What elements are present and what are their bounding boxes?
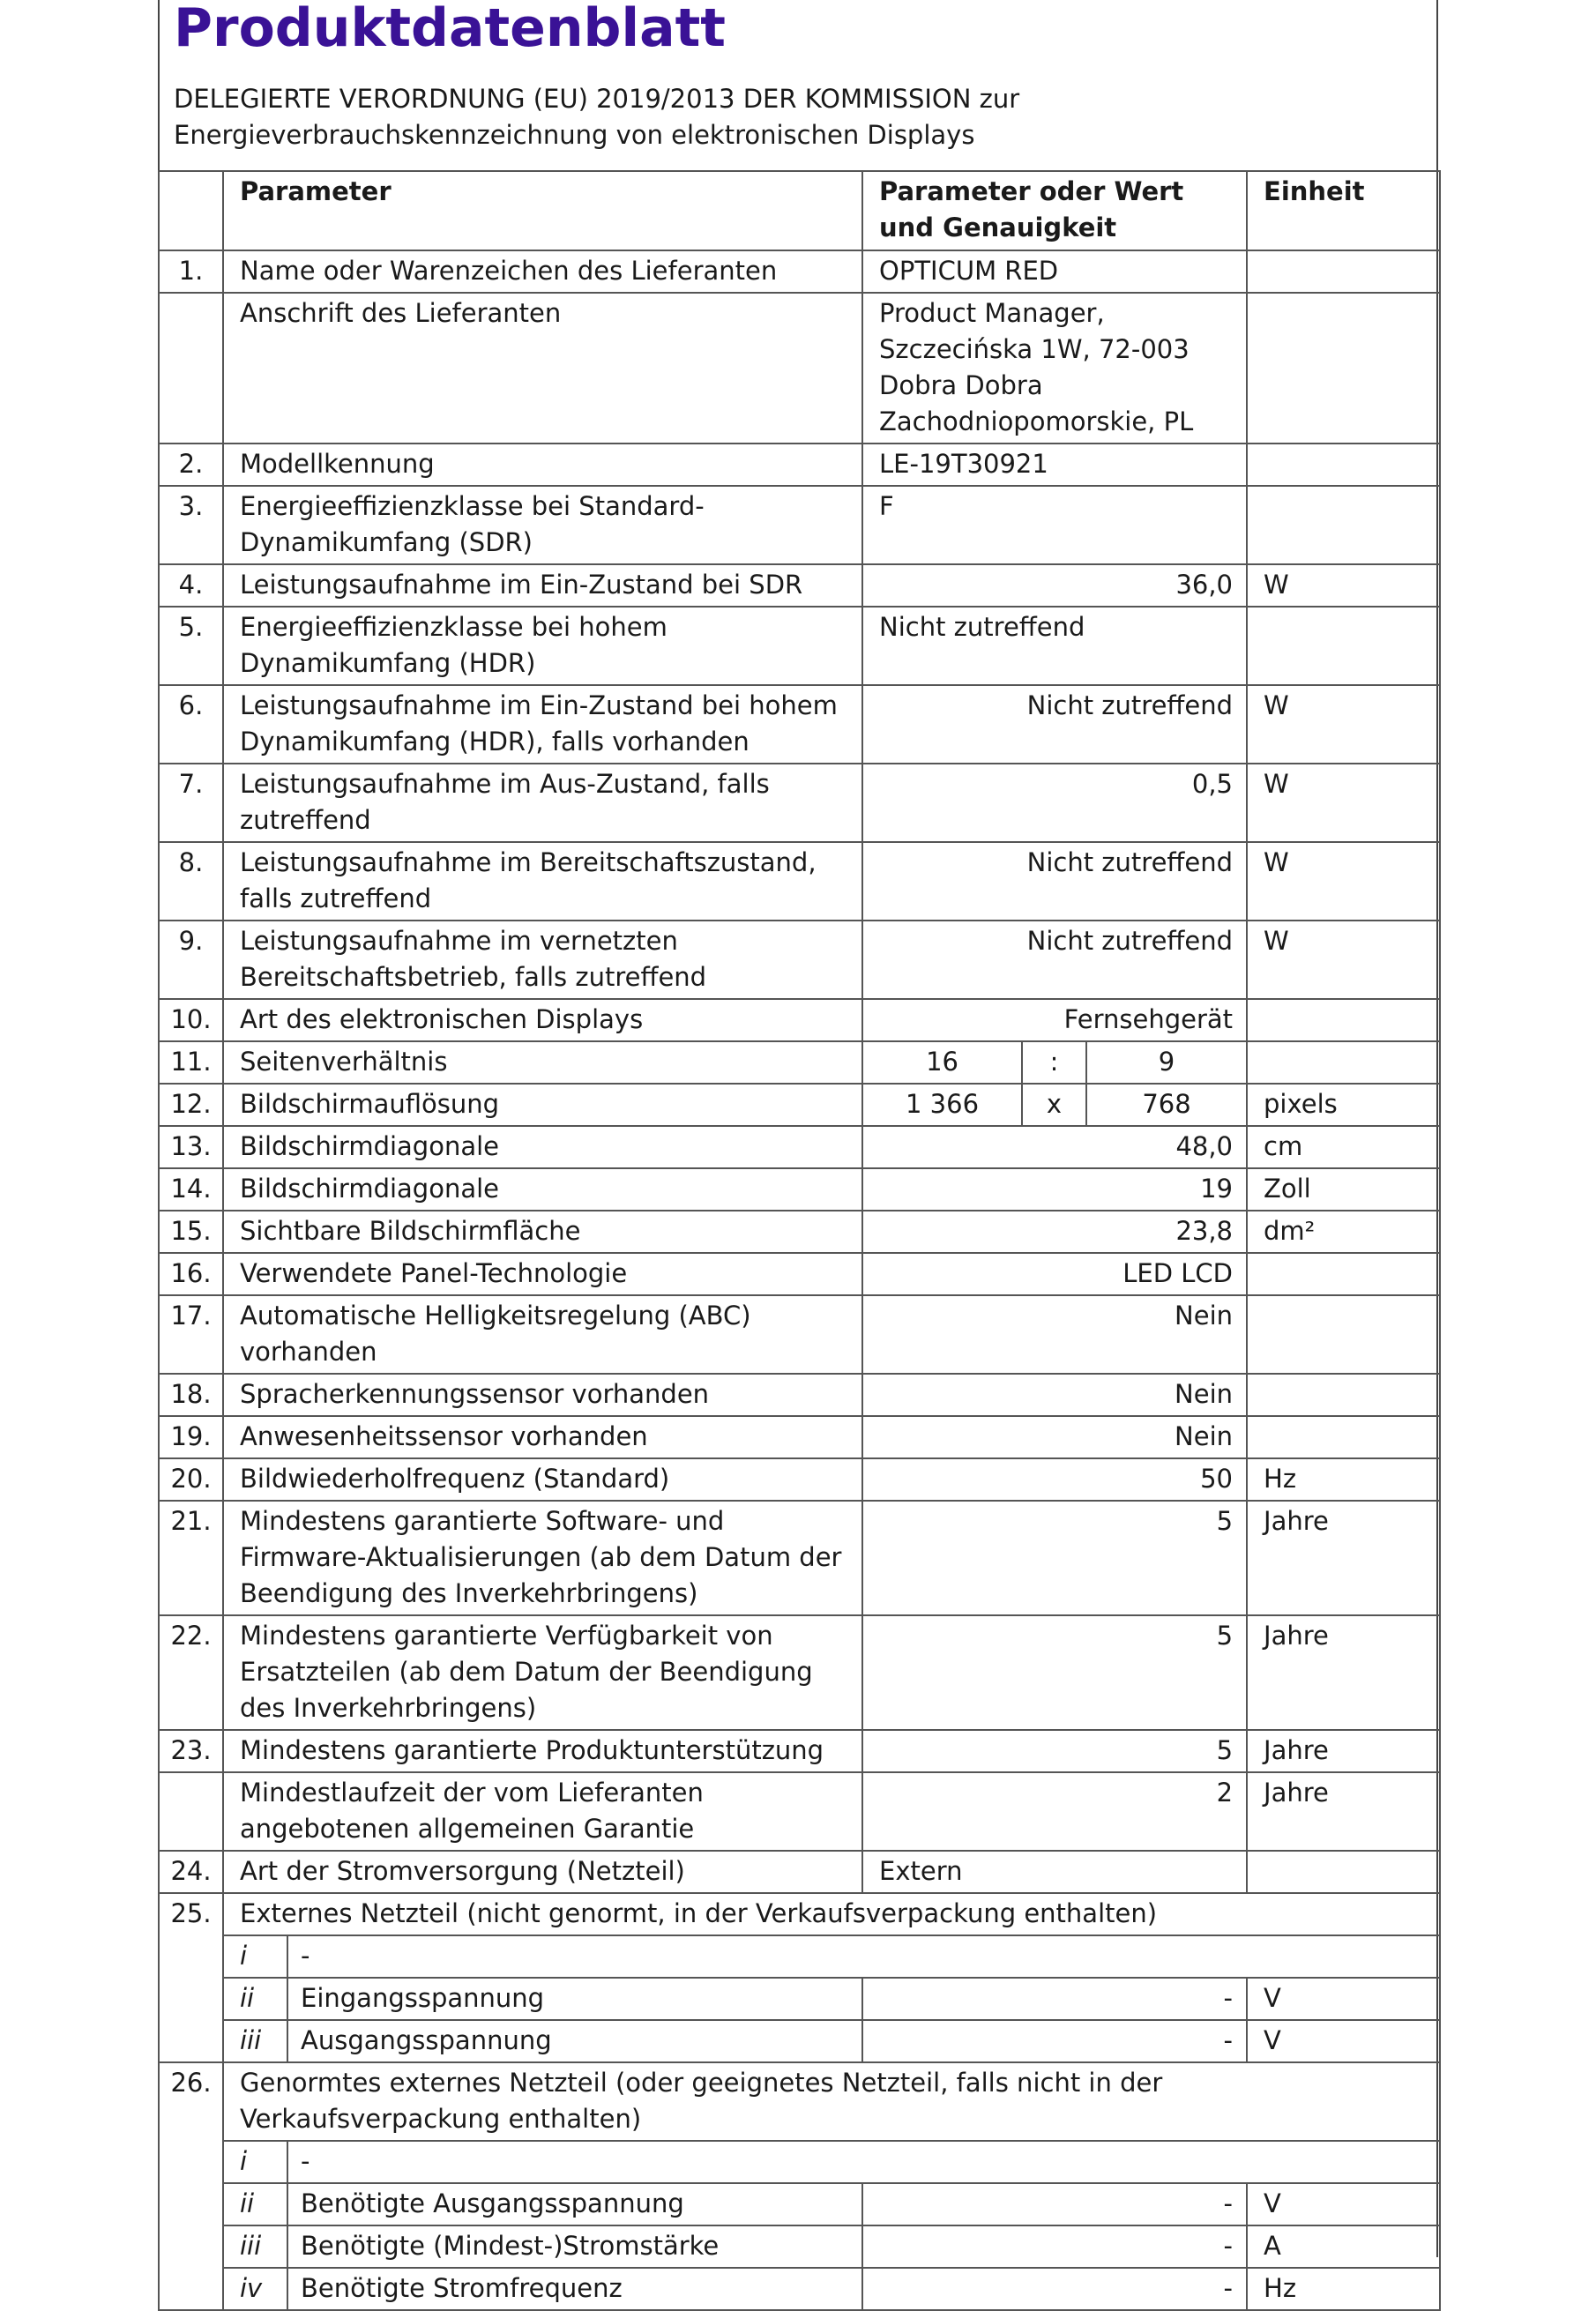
row-value: 19 — [862, 1168, 1247, 1211]
row-unit: Zoll — [1247, 1168, 1440, 1211]
row-value-separator: : — [1022, 1041, 1086, 1084]
row-unit — [1247, 1041, 1440, 1084]
row-unit: pixels — [1247, 1084, 1440, 1126]
row-value: Nein — [862, 1416, 1247, 1458]
row-num: 23. — [159, 1730, 223, 1772]
row-unit — [1247, 1851, 1440, 1893]
sub-row-index: ii — [223, 2183, 287, 2225]
row-value-a: 1 366 — [862, 1084, 1022, 1126]
row-unit — [1247, 1416, 1440, 1458]
sub-row-label: Benötigte Stromfrequenz — [287, 2268, 862, 2310]
row-unit — [1247, 1374, 1440, 1416]
sub-row-unit: V — [1247, 2020, 1440, 2062]
row-value: 23,8 — [862, 1211, 1247, 1253]
table-row — [159, 564, 1440, 607]
row-value: 2 — [862, 1772, 1247, 1851]
row-label: Seitenverhältnis — [223, 1041, 862, 1084]
sub-row-unit: V — [1247, 2183, 1440, 2225]
row-value: Nicht zutreffend — [862, 842, 1247, 921]
row-num: 8. — [159, 842, 223, 921]
sub-row-value: - — [862, 1978, 1247, 2020]
sub-row — [159, 1978, 1440, 2020]
row-value: 36,0 — [862, 564, 1247, 607]
row-num: 1. — [159, 250, 223, 293]
row-label: Bildschirmdiagonale — [223, 1168, 862, 1211]
row-label: Externes Netzteil (nicht genormt, in der Verkaufsverpackung enthalten) — [223, 1893, 1440, 1935]
table-row — [159, 921, 1440, 999]
row-label: Leistungsaufnahme im Bereitschaftszustand, falls zutreffend — [223, 842, 862, 921]
sub-row-value: - — [862, 2020, 1247, 2062]
row-label: Genormtes externes Netzteil (oder geeignetes Netzteil, falls nicht in der Verkaufsverpackung enthalten) — [223, 2062, 1440, 2141]
row-value-b: 9 — [1086, 1041, 1247, 1084]
table-row — [159, 444, 1440, 486]
sub-row — [159, 1935, 1440, 1978]
table-row — [159, 1211, 1440, 1253]
table-row — [159, 1126, 1440, 1168]
row-label: Mindestens garantierte Software- und Firmware-Aktualisierungen (ab dem Datum der Beendigung des Inverkehrbringens) — [223, 1501, 862, 1615]
row-unit: Hz — [1247, 1458, 1440, 1501]
row-label: Anwesenheitssensor vorhanden — [223, 1416, 862, 1458]
row-value: Fernsehgerät — [862, 999, 1247, 1041]
table-row — [159, 999, 1440, 1041]
row-value: Product Manager, Szczecińska 1W, 72-003 Dobra Dobra Zachodniopomorskie, PL — [862, 293, 1247, 444]
row-num — [159, 293, 223, 444]
row-label: Bildschirmdiagonale — [223, 1126, 862, 1168]
row-num: 11. — [159, 1041, 223, 1084]
row-value: 48,0 — [862, 1126, 1247, 1168]
sub-row-label: Eingangsspannung — [287, 1978, 862, 2020]
row-unit: W — [1247, 921, 1440, 999]
row-unit: Jahre — [1247, 1615, 1440, 1730]
sub-row-unit: A — [1247, 2225, 1440, 2268]
row-value: F — [862, 486, 1247, 564]
sub-row-index: ii — [223, 1978, 287, 2020]
page-subtitle: DELEGIERTE VERORDNUNG (EU) 2019/2013 DER KOMMISSION zur Energieverbrauchskennzeichnung von elektronischen Displays — [174, 84, 1020, 150]
row-label: Art des elektronischen Displays — [223, 999, 862, 1041]
sub-row — [159, 2183, 1440, 2225]
header-value: Parameter oder Wert und Genauigkeit — [862, 171, 1247, 250]
row-value: Extern — [862, 1851, 1247, 1893]
row-label: Leistungsaufnahme im vernetzten Bereitschaftsbetrieb, falls zutreffend — [223, 921, 862, 999]
row-value: 5 — [862, 1730, 1247, 1772]
row-label: Leistungsaufnahme im Ein-Zustand bei SDR — [223, 564, 862, 607]
row-label: Sichtbare Bildschirmfläche — [223, 1211, 862, 1253]
row-value: Nicht zutreffend — [862, 685, 1247, 764]
row-unit: Jahre — [1247, 1772, 1440, 1851]
row-label: Leistungsaufnahme im Aus-Zustand, falls zutreffend — [223, 764, 862, 842]
table-row — [159, 486, 1440, 564]
header-unit: Einheit — [1247, 171, 1440, 250]
row-num: 25. — [159, 1893, 223, 2062]
sub-row-index: iv — [223, 2268, 287, 2310]
row-num: 2. — [159, 444, 223, 486]
row-label: Spracherkennungssensor vorhanden — [223, 1374, 862, 1416]
row-value: 50 — [862, 1458, 1247, 1501]
row-num: 15. — [159, 1211, 223, 1253]
sub-row-index: i — [223, 2141, 287, 2183]
table-row — [159, 764, 1440, 842]
row-unit: Jahre — [1247, 1730, 1440, 1772]
product-data-table — [158, 170, 1441, 2311]
sub-row — [159, 2225, 1440, 2268]
header-parameter: Parameter — [223, 171, 862, 250]
sub-row-label: Benötigte (Mindest-)Stromstärke — [287, 2225, 862, 2268]
row-value: 0,5 — [862, 764, 1247, 842]
sub-row — [159, 2020, 1440, 2062]
row-value: OPTICUM RED — [862, 250, 1247, 293]
table-row — [159, 607, 1440, 685]
row-num: 9. — [159, 921, 223, 999]
sub-row-label: Ausgangsspannung — [287, 2020, 862, 2062]
row-unit: W — [1247, 564, 1440, 607]
sub-row — [159, 2268, 1440, 2310]
sub-row-unit: V — [1247, 1978, 1440, 2020]
row-unit — [1247, 1253, 1440, 1295]
row-value-a: 16 — [862, 1041, 1022, 1084]
row-value-separator: x — [1022, 1084, 1086, 1126]
row-num: 6. — [159, 685, 223, 764]
table-row — [159, 685, 1440, 764]
table-row — [159, 1772, 1440, 1851]
table-row — [159, 1730, 1440, 1772]
row-value: LED LCD — [862, 1253, 1247, 1295]
row-label: Name oder Warenzeichen des Lieferanten — [223, 250, 862, 293]
row-num: 5. — [159, 607, 223, 685]
row-value: Nicht zutreffend — [862, 921, 1247, 999]
table-row — [159, 1501, 1440, 1615]
row-num: 14. — [159, 1168, 223, 1211]
row-unit: Jahre — [1247, 1501, 1440, 1615]
row-label: Art der Stromversorgung (Netzteil) — [223, 1851, 862, 1893]
row-label: Verwendete Panel-Technologie — [223, 1253, 862, 1295]
row-num: 10. — [159, 999, 223, 1041]
row-unit — [1247, 607, 1440, 685]
row-unit — [1247, 1295, 1440, 1374]
sub-row-label: Benötigte Ausgangsspannung — [287, 2183, 862, 2225]
table-row — [159, 842, 1440, 921]
table-row — [159, 1295, 1440, 1374]
row-label: Leistungsaufnahme im Ein-Zustand bei hohem Dynamikumfang (HDR), falls vorhanden — [223, 685, 862, 764]
row-unit: dm² — [1247, 1211, 1440, 1253]
row-label: Mindestens garantierte Verfügbarkeit von Ersatzteilen (ab dem Datum der Beendigung des Inverkehrbringens) — [223, 1615, 862, 1730]
sub-row-value: - — [862, 2268, 1247, 2310]
row-num: 3. — [159, 486, 223, 564]
header-num — [159, 171, 223, 250]
table-header-row — [159, 171, 1440, 250]
row-label: Energieeffizienzklasse bei hohem Dynamikumfang (HDR) — [223, 607, 862, 685]
row-num: 7. — [159, 764, 223, 842]
sub-row-index: i — [223, 1935, 287, 1978]
table-row — [159, 293, 1440, 444]
row-num: 26. — [159, 2062, 223, 2310]
row-num: 22. — [159, 1615, 223, 1730]
sub-row-label: - — [287, 1935, 1440, 1978]
row-num: 18. — [159, 1374, 223, 1416]
page-title: Produktdatenblatt — [174, 0, 726, 59]
row-value: Nicht zutreffend — [862, 607, 1247, 685]
row-value-b: 768 — [1086, 1084, 1247, 1126]
row-unit — [1247, 999, 1440, 1041]
table-row — [159, 250, 1440, 293]
table-row — [159, 1416, 1440, 1458]
table-row — [159, 2062, 1440, 2141]
row-label: Bildwiederholfrequenz (Standard) — [223, 1458, 862, 1501]
sub-row — [159, 2141, 1440, 2183]
sub-row-index: iii — [223, 2020, 287, 2062]
sub-row-value: - — [862, 2183, 1247, 2225]
row-unit — [1247, 486, 1440, 564]
table-row — [159, 1458, 1440, 1501]
row-unit: W — [1247, 685, 1440, 764]
table-row — [159, 1253, 1440, 1295]
row-value: Nein — [862, 1374, 1247, 1416]
row-unit: W — [1247, 764, 1440, 842]
row-label: Modellkennung — [223, 444, 862, 486]
row-label: Anschrift des Lieferanten — [223, 293, 862, 444]
row-label: Bildschirmauflösung — [223, 1084, 862, 1126]
row-label: Energieeffizienzklasse bei Standard-Dynamikumfang (SDR) — [223, 486, 862, 564]
table-row — [159, 1084, 1440, 1126]
table-row — [159, 1851, 1440, 1893]
row-unit — [1247, 444, 1440, 486]
row-value: 5 — [862, 1615, 1247, 1730]
row-value: LE-19T30921 — [862, 444, 1247, 486]
row-num — [159, 1772, 223, 1851]
row-label: Automatische Helligkeitsregelung (ABC) vorhanden — [223, 1295, 862, 1374]
table-row — [159, 1893, 1440, 1935]
row-label: Mindestlaufzeit der vom Lieferanten angebotenen allgemeinen Garantie — [223, 1772, 862, 1851]
sub-row-unit: Hz — [1247, 2268, 1440, 2310]
row-value: Nein — [862, 1295, 1247, 1374]
sub-row-value: - — [862, 2225, 1247, 2268]
table-row — [159, 1374, 1440, 1416]
row-num: 4. — [159, 564, 223, 607]
row-unit: W — [1247, 842, 1440, 921]
row-num: 20. — [159, 1458, 223, 1501]
row-num: 21. — [159, 1501, 223, 1615]
row-num: 13. — [159, 1126, 223, 1168]
row-unit — [1247, 250, 1440, 293]
row-unit — [1247, 293, 1440, 444]
row-num: 19. — [159, 1416, 223, 1458]
sub-row-label: - — [287, 2141, 1440, 2183]
table-row — [159, 1041, 1440, 1084]
row-value: 5 — [862, 1501, 1247, 1615]
sub-row-index: iii — [223, 2225, 287, 2268]
row-label: Mindestens garantierte Produktunterstützung — [223, 1730, 862, 1772]
row-num: 16. — [159, 1253, 223, 1295]
row-unit: cm — [1247, 1126, 1440, 1168]
row-num: 17. — [159, 1295, 223, 1374]
row-num: 12. — [159, 1084, 223, 1126]
table-row — [159, 1615, 1440, 1730]
table-row — [159, 1168, 1440, 1211]
row-num: 24. — [159, 1851, 223, 1893]
